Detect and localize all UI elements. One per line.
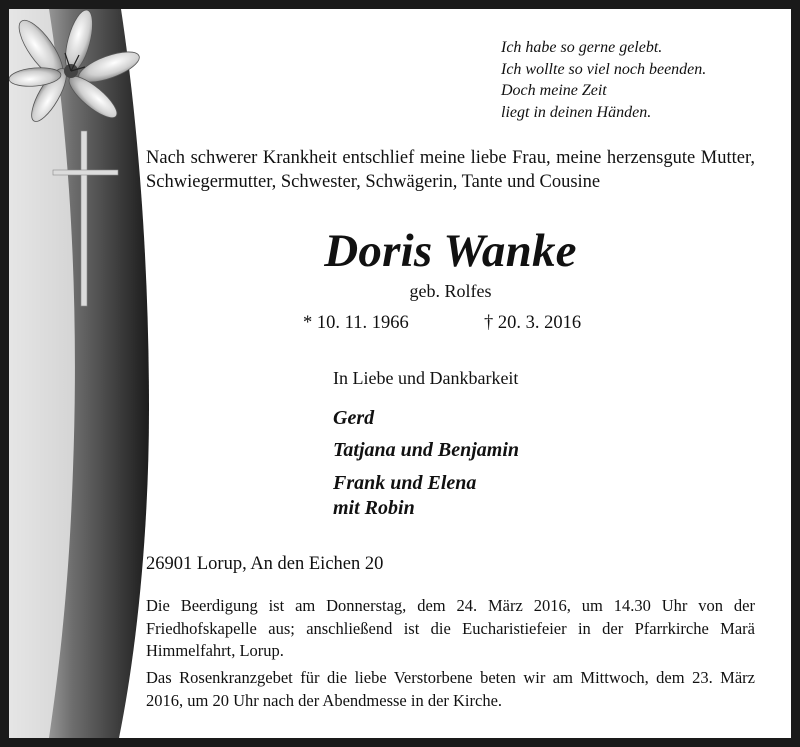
poem-line: Doch meine Zeit	[501, 82, 607, 99]
rosary-info: Das Rosenkranzgebet für die liebe Verstorbene beten wir am Mittwoch, dem 23. März 2016, um 20 Uhr nach der Abendmesse in der Kirche.	[146, 668, 755, 710]
poem-line: Ich habe so gerne gelebt.	[501, 39, 663, 56]
poem-line: Ich wollte so viel noch beenden.	[501, 60, 707, 78]
mourner-name: Tatjana und Benjamin	[333, 439, 519, 461]
mourner-name: Frank und Elena	[333, 472, 477, 494]
poem	[501, 37, 781, 123]
mourners-intro: In Liebe und Dankbarkeit	[333, 368, 519, 388]
death-date: † 20. 3. 2016	[484, 313, 582, 333]
maiden-name: geb. Rolfes	[409, 281, 492, 301]
mourner-name: Gerd	[333, 407, 375, 429]
mourner-name: mit Robin	[333, 497, 415, 519]
intro-text: Nach schwerer Krankheit entschlief meine liebe Frau, meine herzensgute Mutter, Schwiegermutter, Schwester, Schwägerin, Tante und Cousine	[146, 148, 755, 192]
address: 26901 Lorup, An den Eichen 20	[146, 554, 384, 574]
deceased-name: Doris Wanke	[324, 225, 577, 277]
birth-date: * 10. 11. 1966	[303, 313, 409, 333]
poem-line: liegt in deinen Händen.	[501, 103, 652, 121]
funeral-info: Die Beerdigung ist am Donnerstag, dem 24. März 2016, um 14.30 Uhr von der Friedhofskapelle aus; anschließend ist die Eucharistiefeier in der Pfarrkirche Marä Himmelfahrt, Lorup.	[146, 596, 755, 660]
